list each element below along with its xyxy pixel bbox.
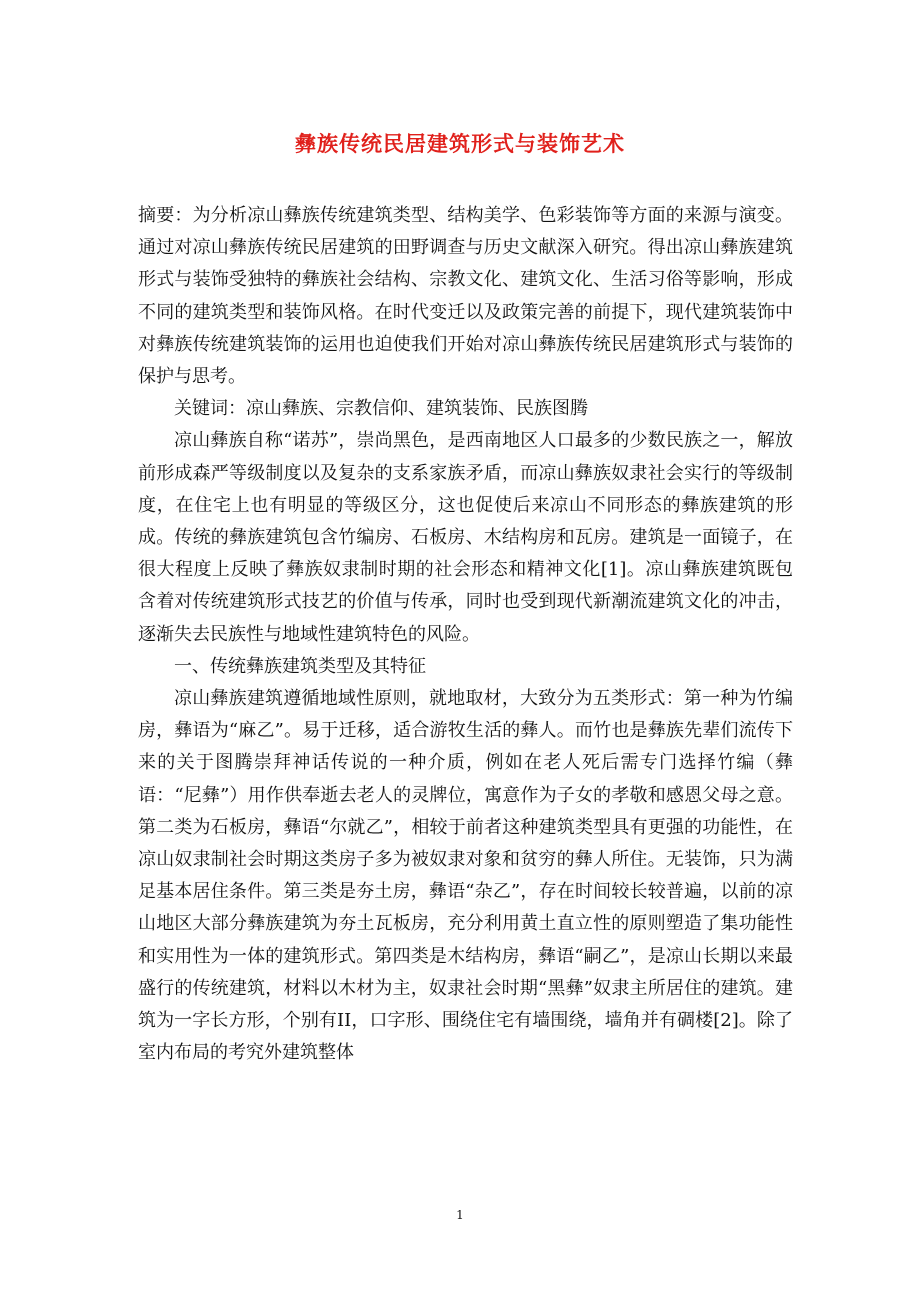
- page-number: 1: [456, 1208, 464, 1222]
- keywords-line: 关键词：凉山彝族、宗教信仰、建筑装饰、民族图腾: [174, 398, 588, 420]
- document-body: [138, 200, 793, 1069]
- intro-paragraph: 凉山彝族自称“诺苏”，崇尚黑色，是西南地区人口最多的少数民族之一，解放前形成森严等级制度以及复杂的支系家族矛盾，而凉山彝族奴隶社会实行的等级制度，在住宅上也有明显的等级区分，这也促使后来凉山不同形态的彝族建筑的形成。传统的彝族建筑包含竹编房、石板房、木结构房和瓦房。建筑是一面镜子，在很大程度上反映了彝族奴隶制时期的社会形态和精神文化[1]。凉山彝族建筑既包含着对传统建筑形式技艺的价值与传承，同时也受到现代新潮流建筑文化的冲击，逐渐失去民族性与地域性建筑特色的风险。: [138, 430, 793, 645]
- section-heading: 一、传统彝族建筑类型及其特征: [174, 655, 426, 677]
- document-title: 彝族传统民居建筑形式与装饰艺术: [295, 131, 625, 156]
- building-types-paragraph: 凉山彝族建筑遵循地域性原则，就地取材，大致分为五类形式：第一种为竹编房，彝语为“麻乙”。易于迁移，适合游牧生活的彝人。而竹也是彝族先辈们流传下来的关于图腾崇拜神话传说的一种介质，例如在老人死后需专门选择竹编（彝语：“尼彝”）用作供奉逝去老人的灵牌位，寓意作为子女的孝敬和感恩父母之意。第二类为石板房，彝语“尔就乙”，相较于前者这种建筑类型具有更强的功能性，在凉山奴隶制社会时期这类房子多为被奴隶对象和贫穷的彝人所住。无装饰，只为满足基本居住条件。第三类是夯土房，彝语“杂乙”，存在时间较长较普遍，以前的凉山地区大部分彝族建筑为夯土瓦板房，充分利用黄土直立性的原则塑造了集功能性和实用性为一体的建筑形式。第四类是木结构房，彝语“嗣乙”，是凉山长期以来最盛行的传统建筑，材料以木材为主，奴隶社会时期“黑彝”奴隶主所居住的建筑。建筑为一字长方形，个别有II，口字形、围绕住宅有墙围绕，墙角并有碉楼[2]。除了室内布局的考究外建筑整体: [138, 688, 793, 1064]
- abstract-paragraph: 摘要：为分析凉山彝族传统建筑类型、结构美学、色彩装饰等方面的来源与演变。通过对凉山彝族传统民居建筑的田野调查与历史文献深入研究。得出凉山彝族建筑形式与装饰受独特的彝族社会结构、宗教文化、建筑文化、生活习俗等影响，形成不同的建筑类型和装饰风格。在时代变迁以及政策完善的前提下，现代建筑装饰中对彝族传统建筑装饰的运用也迫使我们开始对凉山彝族传统民居建筑形式与装饰的保护与思考。: [138, 205, 793, 388]
